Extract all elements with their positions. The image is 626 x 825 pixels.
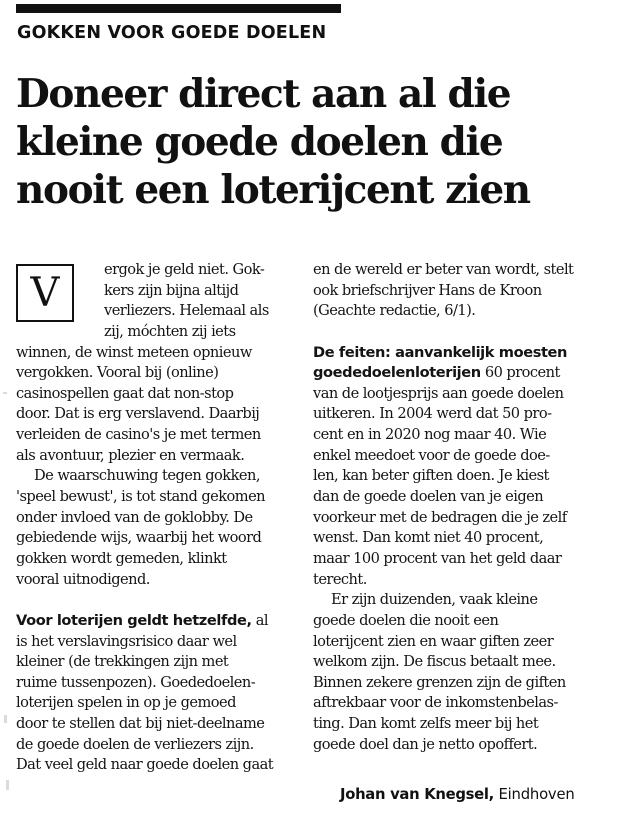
text-line: (Geachte redactie, 6/1).: [313, 302, 476, 320]
author-city: Eindhoven: [493, 786, 575, 803]
lead-in-phrase: De feiten: aanvankelijk moesten: [313, 343, 568, 361]
text-line: kers zijn bijna altijd: [104, 281, 239, 299]
text-line: Er zijn duizenden, vaak kleine: [331, 591, 538, 609]
text-line: gokken wordt gemeden, klinkt: [16, 549, 227, 567]
text-line: ergok je geld niet. Gok-: [104, 261, 265, 278]
text-line: verleiden de casino's je met termen: [16, 426, 261, 444]
lead-in-phrase: goededoelenloterijen: [313, 364, 481, 382]
text-line: 'speel bewust', is tot stand gekomen: [16, 488, 266, 506]
drop-cap-letter: V: [30, 270, 60, 316]
text-line: ruime tussenpozen). Goededoelen-: [16, 673, 256, 691]
author-signature: [340, 786, 575, 803]
text-line: uitkeren. In 2004 werd dat 50 pro-: [313, 405, 552, 423]
text-line: goede doel dan je netto opoffert.: [313, 735, 538, 753]
text-line: winnen, de winst meteen opnieuw: [16, 343, 252, 361]
text-line: welkom zijn. De fiscus betaalt mee.: [313, 653, 556, 671]
text-line: aftrekbaar voor de inkomstenbelas-: [313, 694, 558, 712]
text-line: van de lootjesprijs aan goede doelen: [313, 384, 564, 402]
text-line: gebiedende wijs, waarbij het woord: [16, 529, 262, 547]
text-line: [313, 363, 613, 384]
text-line: als avontuur, plezier en vermaak.: [16, 446, 245, 464]
text-line: kleiner (de trekkingen zijn met: [16, 653, 229, 671]
text-line: voorkeur met de bedragen die je zelf: [313, 508, 567, 526]
text-line: dan de goede doelen van je eigen: [313, 488, 544, 506]
text-line: loterijcent zien en waar giften zeer: [313, 632, 554, 650]
lead-in-phrase: Voor loterijen geldt hetzelfde,: [16, 611, 252, 629]
text-line: Dat veel geld naar goede doelen gaat: [16, 756, 274, 774]
text-line: onder invloed van de goklobby. De: [16, 508, 253, 526]
author-name: Johan van Knegsel,: [340, 786, 494, 803]
headline: [16, 70, 616, 214]
text-line: ting. Dan komt zelfs meer bij het: [313, 715, 539, 733]
text-line: cent en in 2020 nog maar 40. Wie: [313, 426, 547, 444]
text-line: terecht.: [313, 570, 367, 588]
headline-line: nooit een loterijcent zien: [16, 167, 530, 213]
section-label: GOKKEN VOOR GOEDE DOELEN: [17, 23, 327, 43]
text-line: vooral uitnodigend.: [16, 570, 150, 588]
paragraph-gap: [16, 590, 298, 611]
scan-speck: [4, 715, 7, 723]
text-line: De waarschuwing tegen gokken,: [34, 467, 260, 485]
text-line: door. Dat is erg verslavend. Daarbij: [16, 405, 260, 423]
text-line: zij, móchten zij iets: [104, 322, 236, 340]
text-line: wenst. Dan komt niet 40 procent,: [313, 529, 544, 547]
text-line: en de wereld er beter van wordt, stelt: [313, 261, 574, 278]
article-column-left: [16, 260, 298, 776]
section-top-rule: [16, 4, 341, 13]
text-line: de goede doelen de verliezers zijn.: [16, 735, 254, 753]
headline-line: kleine goede doelen die: [16, 119, 503, 165]
article-column-right: [313, 260, 613, 755]
text-line: goede doelen die nooit een: [313, 611, 499, 629]
text-line: vergokken. Vooral bij (online): [16, 364, 219, 382]
text-line: Binnen zekere grenzen zijn de giften: [313, 673, 566, 691]
paragraph-gap: [313, 322, 613, 343]
lead-in-tail: 60 procent: [480, 364, 560, 382]
text-line: is het verslavingsrisico daar wel: [16, 632, 237, 650]
text-line: door te stellen dat bij niet-deelname: [16, 715, 265, 733]
text-line: ook briefschrijver Hans de Kroon: [313, 281, 542, 299]
text-line: enkel meedoet voor de goede doe-: [313, 446, 550, 464]
text-line: verliezers. Helemaal als: [104, 302, 269, 320]
text-line: len, kan beter giften doen. Je kiest: [313, 467, 549, 485]
text-line: [16, 611, 298, 632]
lead-in-tail: al: [251, 611, 269, 629]
scan-speck: [6, 780, 9, 790]
text-line: casinospellen gaat dat non-stop: [16, 384, 234, 402]
text-line: loterijen spelen in op je gemoed: [16, 694, 236, 712]
scan-speck: [3, 392, 7, 394]
headline-line: Doneer direct aan al die: [16, 71, 511, 117]
text-line: maar 100 procent van het geld daar: [313, 549, 562, 567]
